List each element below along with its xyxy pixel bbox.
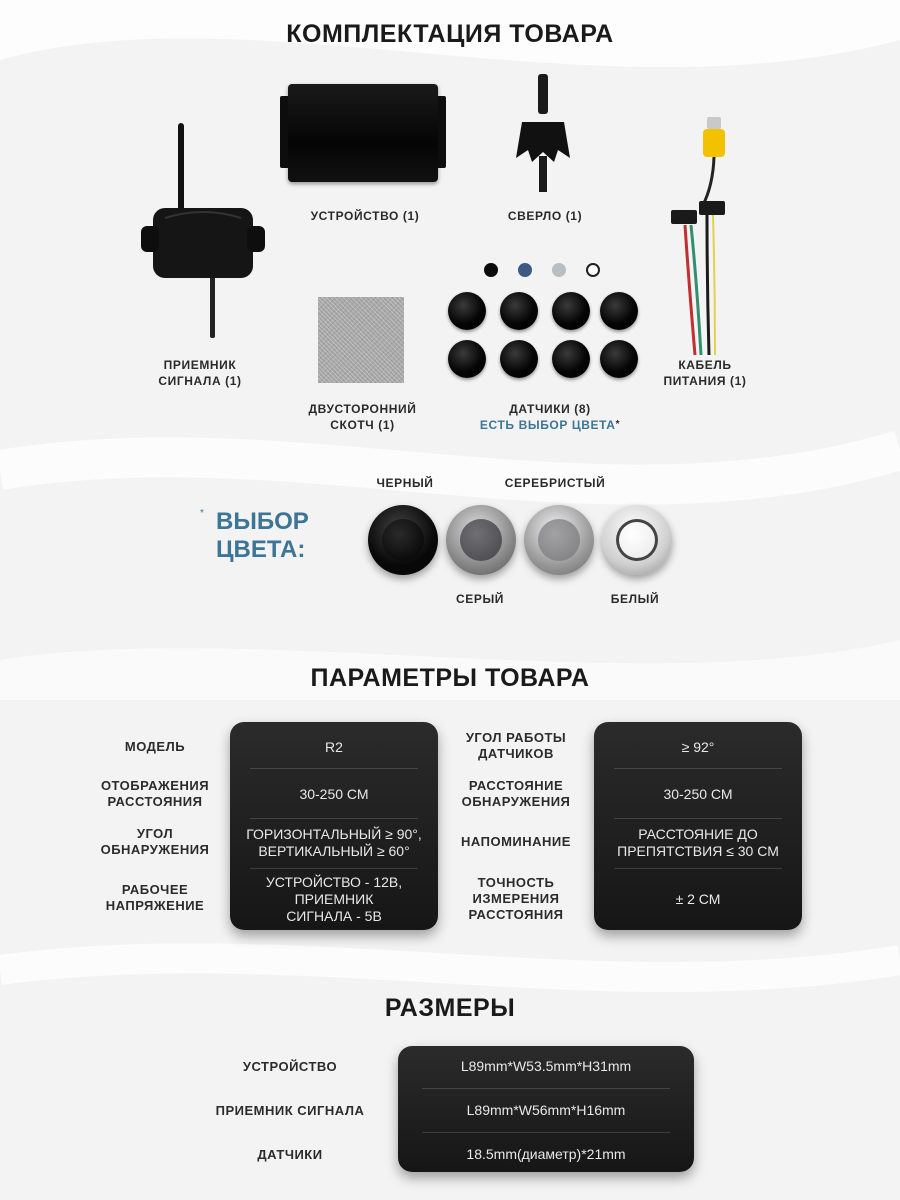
color-option-gray[interactable] [446,505,516,575]
param-label-display-distance: ОТОБРАЖЕНИЯ РАССТОЯНИЯ [100,778,210,809]
dim-value-sensors: 18.5mm(диаметр)*21mm [466,1146,626,1162]
dim-value-device: L89mm*W53.5mm*H31mm [460,1058,632,1074]
cable-caption: КАБЕЛЬ ПИТАНИЯ (1) [663,358,747,388]
device-image [288,84,438,182]
divider [250,768,418,769]
param-value-detection-angle: ГОРИЗОНТАЛЬНЫЙ ≥ 90°, ВЕРТИКАЛЬНЫЙ ≥ 60° [246,826,422,859]
params-card-right [594,722,802,930]
device-caption: УСТРОЙСТВО (1) [310,209,420,223]
param-value-detection-distance: 30-250 СМ [663,785,733,802]
color-option-black-label: ЧЕРНЫЙ [376,476,434,490]
sensors-caption: ДАТЧИКИ (8) ЕСТЬ ВЫБОР ЦВЕТА* [479,402,621,432]
param-value-display-distance: 30-250 СМ [299,785,369,802]
param-label-model: МОДЕЛЬ [124,739,186,754]
param-label-accuracy: ТОЧНОСТЬ ИЗМЕРЕНИЯ РАССТОЯНИЯ [468,875,564,922]
params-card-left [230,722,438,930]
param-label-sensor-angle: УГОЛ РАБОТЫ ДАТЧИКОВ [465,730,567,761]
color-option-white-label: БЕЛЫЙ [610,592,660,606]
color-dot-black [484,263,498,277]
drill-image [508,70,578,195]
color-dot-silver [552,263,566,277]
color-dot-white [586,263,600,277]
color-choice-label: * ВЫБОР ЦВЕТА: [200,508,309,563]
divider [250,868,418,869]
color-option-white[interactable] [602,505,672,575]
param-label-voltage: РАБОЧЕЕ НАПРЯЖЕНИЕ [105,882,205,913]
sensor [448,292,486,330]
param-value-reminder: РАССТОЯНИЕ ДО ПРЕПЯТСТВИЯ ≤ 30 СМ [617,826,779,859]
sensor [448,340,486,378]
divider [614,868,782,869]
dims-card [398,1046,694,1172]
cable-image [665,115,755,360]
drill-caption: СВЕРЛО (1) [507,209,583,223]
divider [614,768,782,769]
tape-caption: ДВУСТОРОННИЙ СКОТЧ (1) [308,402,417,432]
param-label-reminder: НАПОМИНАНИЕ [461,834,571,849]
param-label-detection-distance: РАССТОЯНИЕ ОБНАРУЖЕНИЯ [461,778,571,809]
divider [422,1088,670,1089]
sensor [600,292,638,330]
divider [614,818,782,819]
divider [250,818,418,819]
color-dot-gray [518,263,532,277]
param-value-sensor-angle: ≥ 92° [681,738,715,755]
dim-value-receiver: L89mm*W56mm*H16mm [466,1102,626,1118]
dim-label-sensors: ДАТЧИКИ [257,1147,323,1162]
tape-image [318,297,404,383]
dim-label-receiver: ПРИЕМНИК СИГНАЛА [215,1103,365,1118]
param-value-accuracy: ± 2 СМ [675,890,721,907]
param-value-model: R2 [325,738,343,755]
sensor-color-dots [480,263,610,283]
sensor [600,340,638,378]
color-option-black[interactable] [368,505,438,575]
sensor [552,340,590,378]
param-label-detection-angle: УГОЛ ОБНАРУЖЕНИЯ [100,826,210,857]
kit-title: КОМПЛЕКТАЦИЯ ТОВАРА [286,20,614,48]
receiver-caption: ПРИЕМНИК СИГНАЛА (1) [158,358,242,388]
color-option-silver-label: СЕРЕБРИСТЫЙ [504,476,606,490]
param-value-voltage: УСТРОЙСТВО - 12В, ПРИЕМНИК СИГНАЛА - 5В [265,873,403,924]
dim-label-device: УСТРОЙСТВО [242,1059,338,1074]
divider [422,1132,670,1133]
sensors-image [448,292,638,382]
sensor [500,340,538,378]
color-option-silver[interactable] [524,505,594,575]
sensor [500,292,538,330]
color-option-gray-label: СЕРЫЙ [455,592,505,606]
params-title: ПАРАМЕТРЫ ТОВАРА [310,664,590,692]
receiver-image [135,118,265,343]
sensor [552,292,590,330]
dims-title: РАЗМЕРЫ [384,994,516,1022]
